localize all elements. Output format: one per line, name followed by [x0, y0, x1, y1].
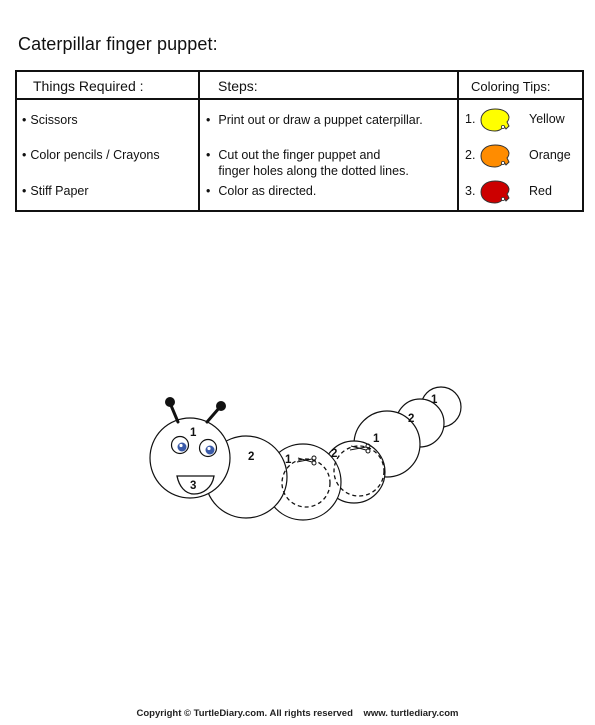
step-line: Print out or draw a puppet caterpillar.	[218, 113, 423, 127]
footer-copyright: Copyright © TurtleDiary.com. All rights reserved	[136, 708, 353, 719]
list-item	[22, 112, 78, 128]
bullet-icon: •	[206, 148, 211, 162]
bullet-icon: •	[206, 113, 211, 127]
color-swatch-icon	[479, 179, 511, 205]
steps-header-row	[198, 72, 457, 100]
antenna-tip-right	[216, 401, 226, 411]
things-header: Things Required :	[33, 78, 144, 94]
caterpillar-illustration	[140, 380, 480, 530]
instructions-table	[15, 70, 584, 212]
list-item	[206, 112, 423, 128]
bullet-icon: •	[22, 148, 27, 162]
bullet-icon: •	[206, 184, 211, 198]
eye-right	[200, 440, 217, 457]
color-swatch-icon	[479, 143, 511, 169]
segment-label: 1	[373, 433, 380, 445]
segment-label: 1	[431, 394, 438, 406]
page-title: Caterpillar finger puppet:	[18, 34, 218, 54]
thing-label: Stiff Paper	[30, 184, 89, 198]
bullet-icon: •	[22, 113, 27, 127]
thing-label: Color pencils / Crayons	[30, 148, 160, 162]
tips-column	[459, 72, 582, 210]
segment-label: 1	[190, 427, 197, 439]
step-line: finger holes along the dotted lines.	[218, 164, 409, 178]
tip-color-name: Orange	[529, 148, 571, 162]
bullet-icon: •	[22, 184, 27, 198]
color-swatch-icon	[479, 107, 511, 133]
list-item	[206, 147, 409, 179]
tip-color-name: Red	[529, 184, 552, 198]
steps-column	[198, 72, 459, 210]
segment-label: 2	[408, 413, 415, 425]
eye-left	[172, 437, 189, 454]
segment-label: 1	[285, 454, 292, 466]
things-header-row	[17, 72, 198, 100]
things-column	[17, 72, 200, 210]
list-item	[22, 147, 160, 163]
tip-color-name: Yellow	[529, 112, 565, 126]
tips-header: Coloring Tips:	[471, 79, 551, 94]
list-item	[22, 183, 89, 199]
segment-label: 2	[248, 451, 255, 463]
footer-site-link[interactable]: www. turtlediary.com	[363, 708, 459, 719]
antenna-tip-left	[165, 397, 175, 407]
list-item	[206, 183, 316, 199]
segment-label: 3	[190, 480, 197, 492]
tip-number: 1.	[465, 112, 476, 126]
thing-label: Scissors	[30, 113, 78, 127]
tip-number: 3.	[465, 184, 476, 198]
step-line: Cut out the finger puppet and	[218, 148, 381, 162]
tip-number: 2.	[465, 148, 476, 162]
step-line: Color as directed.	[218, 184, 317, 198]
tips-header-row	[459, 72, 582, 100]
segment-label: 2	[331, 448, 338, 460]
footer	[0, 708, 595, 719]
steps-header: Steps:	[218, 78, 258, 94]
